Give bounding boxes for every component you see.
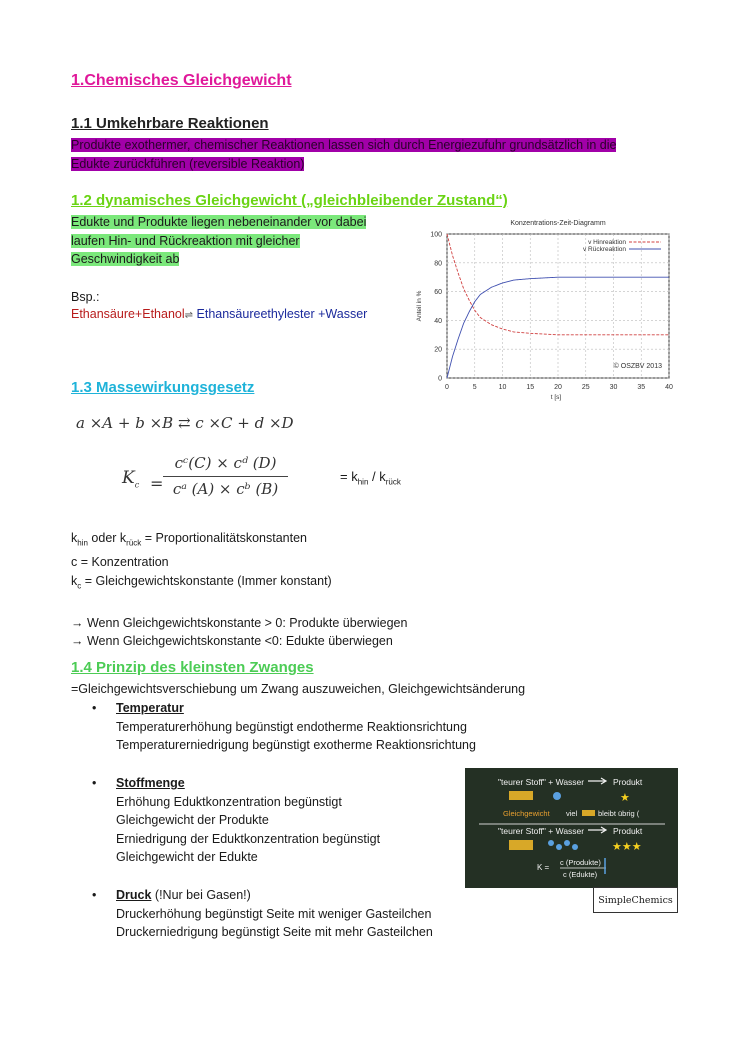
chart-svg [412, 212, 682, 404]
b2-line1: Erhöhung Eduktkonzentration begünstigt [116, 794, 342, 809]
def-line-3 [71, 572, 407, 596]
section-1-2-text [71, 213, 366, 269]
y-tick-label: 80 [434, 260, 442, 268]
y-tick-label: 40 [434, 317, 442, 325]
s1-line1: Produkte exothermer, chemischer Reaktionen lassen sich durch Energiezufuhr grundsätzlich in die [71, 138, 617, 152]
x-tick-label: 0 [445, 384, 449, 391]
k-hin: hin [357, 477, 369, 487]
def1-a: k [71, 531, 78, 545]
s2-line1: Edukte und Produkte liegen nebeneinander vor dabei [71, 215, 367, 229]
img-row2-c: bleibt übrig ( [598, 809, 640, 818]
definitions [71, 529, 407, 651]
kc-symbol [122, 468, 139, 489]
def3-a: k [71, 573, 78, 588]
water-drop-icon-4 [564, 840, 570, 846]
img-k-top: c (Produkte) [560, 858, 601, 867]
concentration-time-chart [412, 212, 682, 404]
def1-c: = Proportionalitätskonstanten [141, 531, 308, 545]
image-caption: SimpleChemics [593, 887, 678, 913]
kc-equals: = [150, 474, 164, 493]
def-line-2: c = Konzentration [71, 555, 169, 569]
def-line-1 [71, 529, 407, 553]
b2-line2: Gleichgewicht der Produkte [116, 813, 269, 827]
water-drop-icon-2 [548, 840, 554, 846]
y-axis-label: Anteil in % [416, 290, 423, 322]
def1-hin: hin [77, 538, 88, 548]
b2-line3: Erniedrigung der Eduktkonzentration begünstigt [116, 831, 381, 846]
b2-line4: Gleichgewicht der Edukte [116, 850, 258, 864]
bullet-1: • [92, 701, 97, 715]
img-row3-right: Produkt [613, 826, 643, 836]
b1-title: Temperatur [116, 701, 184, 715]
b2-title: Stoffmenge [116, 776, 185, 790]
def3-b: = Gleichgewichtskonstante (Immer konstant) [81, 573, 332, 588]
img-row3-left: "teurer Stoff" + Wasser [498, 826, 585, 836]
eq-right: Ethansäureethylester +Wasser [193, 307, 368, 321]
water-drop-icon [553, 792, 561, 800]
rate-constant-ratio [340, 468, 401, 492]
legend-label: v Hinreaktion [588, 239, 626, 246]
star-icon: ★ [620, 791, 630, 804]
y-tick-label: 20 [434, 346, 442, 354]
k-slash: / k [368, 469, 386, 484]
bullet-1-content [116, 699, 476, 755]
img-row2-a: Gleichgewicht [503, 809, 550, 818]
bullet-3-content [116, 886, 433, 942]
y-tick-label: 60 [434, 289, 442, 297]
kc-k: K [122, 468, 135, 488]
s2-line3: Geschwindigkeit ab [71, 252, 180, 266]
img-row2-b: viel [566, 809, 578, 818]
water-drop-icon-5 [572, 844, 578, 850]
example-equation [71, 305, 367, 326]
x-tick-label: 10 [498, 384, 507, 391]
stars-icon: ★★★ [612, 840, 642, 853]
x-tick-label: 20 [554, 384, 562, 391]
def1-rueck: rück [126, 538, 142, 548]
example-label: Bsp.: [71, 290, 100, 304]
def1-b: oder k [87, 531, 127, 545]
k-rueck: rück [385, 477, 401, 487]
s2-heading-text: 1.2 dynamisches Gleichgewicht („gleichbleibender Zustand“) [71, 192, 508, 209]
b1-line2: Temperaturerniedrigung begünstigt exotherme Reaktionsrichtung [116, 738, 476, 752]
gold-bar-icon [509, 791, 533, 800]
b3-line1: Druckerhöhung begünstigt Seite mit weniger Gasteilchen [116, 906, 432, 921]
s4-intro: =Gleichgewichtsverschiebung um Zwang auszuweichen, Gleichgewichtsänderung [71, 682, 526, 696]
legend-label: v Rückreaktion [583, 246, 626, 253]
x-tick-label: 30 [609, 384, 618, 391]
bullet-3: • [92, 888, 97, 902]
chalkboard-svg [465, 768, 678, 888]
k-eq: = k [340, 469, 358, 484]
x-tick-label: 5 [472, 384, 477, 391]
page-title: 1.Chemisches Gleichgewicht [71, 72, 292, 89]
rule-line-2: → Wenn Gleichgewichtskonstante <0: Edukte überwiegen [71, 634, 393, 648]
kc-sub: c [134, 480, 140, 490]
section-heading-1-1: 1.1 Umkehrbare Reaktionen [71, 115, 269, 132]
small-gold-icon [582, 810, 595, 816]
y-tick-label: 100 [430, 231, 442, 239]
img-row1-right: Produkt [613, 777, 643, 787]
b3-note: (!Nur bei Gasen!) [151, 888, 251, 902]
section-heading-1-3: 1.3 Massewirkungsgesetz [71, 379, 255, 396]
bullet-2-content [116, 774, 380, 867]
b3-line2: Druckerniedrigung begünstigt Seite mit mehr Gasteilchen [116, 925, 433, 939]
b3-title-row [116, 886, 433, 905]
x-tick-label: 35 [637, 384, 646, 391]
img-k-label: K = [537, 863, 550, 872]
b1-line1: Temperaturerhöhung begünstigt endotherme Reaktionsrichtung [116, 719, 467, 734]
img-row1-left: "teurer Stoff" + Wasser [498, 777, 585, 787]
bullet-2: • [92, 776, 97, 790]
fraction-denominator: cᵃ (A) × cᵇ (B) [172, 480, 279, 498]
x-axis-label: t [s] [550, 394, 562, 401]
section-1-1-text [71, 136, 616, 173]
section-heading-1-4: 1.4 Prinzip des kleinsten Zwanges [71, 659, 314, 676]
section-heading-1-2 [71, 192, 508, 209]
b3-title: Druck [116, 888, 152, 902]
chalkboard-illustration [465, 768, 678, 888]
gold-bar-icon-2 [509, 840, 533, 850]
x-tick-label: 15 [526, 384, 535, 391]
s2-line2: laufen Hin- und Rückreaktion mit gleicher [71, 233, 300, 248]
x-tick-label: 40 [665, 384, 673, 391]
fraction-numerator: cᶜ(C) × cᵈ (D) [174, 454, 277, 472]
water-drop-icon-3 [556, 844, 562, 850]
y-tick-label: 0 [438, 375, 442, 383]
eq-arrow: ⇌ [184, 310, 194, 321]
chart-annotation: © OSZBV 2013 [613, 363, 662, 370]
s1-line2: Edukte zurückführen (reversible Reaktion) [71, 156, 305, 171]
x-tick-label: 25 [581, 384, 590, 391]
rule-line-1: → Wenn Gleichgewichtskonstante > 0: Produkte überwiegen [71, 615, 408, 630]
reaction-formula: a ×A + b ×B ⇄ c ×C + d ×D [76, 414, 294, 432]
chart-title: Konzentrations-Zeit-Diagramm [510, 220, 606, 227]
fraction-bar [163, 476, 288, 477]
def3-sub: c [77, 581, 82, 590]
img-k-bottom: c (Edukte) [563, 870, 598, 879]
eq-left: Ethansäure+Ethanol [71, 307, 185, 321]
